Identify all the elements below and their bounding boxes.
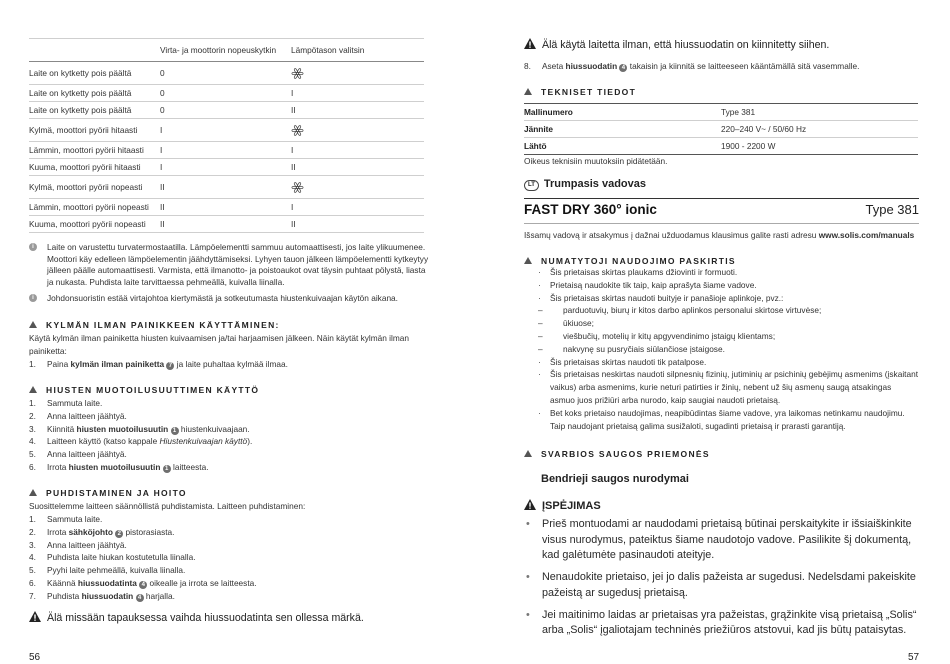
spec-value: Type 381: [721, 104, 918, 121]
triangle-bullet-icon: [524, 450, 532, 457]
spec-value: 1900 - 2200 W: [721, 138, 918, 155]
list-item: [29, 513, 429, 526]
list-item: [29, 539, 429, 552]
switch-settings-table: [29, 38, 424, 233]
part-number-badge: 1: [171, 427, 179, 435]
list-item-text: parduotuvių, biurų ir kitos darbo aplinkos personalui skirtose virtuvėse;: [563, 305, 822, 316]
cold-air-intro: Käytä kylmän ilman painiketta hiusten kuivaamisen ja/tai harjaamisen jälkeen. Näin käytät kylmän ilman painiketta:: [29, 333, 409, 356]
list-item: [538, 304, 918, 317]
warning-heading-text: ĮSPĖJIMAS: [542, 500, 601, 512]
speed-switch-cell: II: [160, 216, 291, 233]
step-text: Anna laitteen jäähtyä.: [47, 449, 127, 460]
section-title: KYLMÄN ILMAN PAINIKKEEN KÄYTTÄMINEN:: [46, 320, 280, 330]
list-item-text: Bet koks prietaiso naudojimas, neapibūdintas šiame vadove, yra laikomas netinkamu naudojimu. Taip naudojant prietaisą galima susižaloti, sugadinti prietaisą ir prarasti garantiją.: [550, 407, 905, 431]
step-text: Anna laitteen jäähtyä.: [47, 410, 127, 421]
step-text: Pyyhi laite pehmeällä, kuivalla liinalla.: [47, 565, 186, 576]
warning-icon: [524, 38, 536, 49]
step-number: 2.: [29, 410, 36, 421]
list-item: [538, 279, 918, 292]
section-heading-usage: [524, 256, 736, 266]
speed-switch-cell: II: [160, 176, 291, 199]
snowflake-icon: [291, 124, 304, 137]
mode-label-cell: Laite on kytketty pois päältä: [29, 102, 160, 119]
table-header-speed: Virta- ja moottorin nopeuskytkin: [160, 39, 291, 62]
cleaning-intro: Suosittelemme laitteen säännöllistä puhdistamista. Laitteen puhdistaminen:: [29, 501, 306, 511]
step-bold-text: hiusten muotoilusuutin: [76, 423, 169, 434]
part-number-badge: 2: [115, 530, 123, 538]
tech-note: Oikeus teknisiin muutoksiin pidätetään.: [524, 156, 668, 166]
manual-url-link[interactable]: www.solis.com/manuals: [818, 230, 915, 240]
speed-switch-cell: I: [160, 159, 291, 176]
table-row: [29, 85, 424, 102]
step-number: 1.: [29, 398, 36, 408]
cleaning-steps-list: [29, 513, 429, 603]
part-number-badge: 4: [136, 594, 144, 602]
table-row: [29, 199, 424, 216]
list-item-text: viešbučių, motelių ir kitų apgyvendinimo įstaigų klientams;: [563, 330, 776, 341]
step-number: 6.: [29, 577, 36, 588]
list-item: [29, 551, 429, 564]
step-text: Anna laitteen jäähtyä.: [47, 539, 127, 550]
triangle-bullet-icon: [29, 321, 37, 328]
step-number: 7.: [29, 590, 36, 601]
table-row: [29, 119, 424, 142]
table-row: [29, 142, 424, 159]
section-title: NUMATYTOJI NAUDOJIMO PASKIRTIS: [541, 256, 736, 266]
list-item-text: Šis prietaisas skirtas plaukams džiovinti ir formuoti.: [550, 267, 738, 277]
step-number: 1.: [29, 514, 36, 524]
safety-subtitle: Bendrieji saugos nurodymai: [541, 473, 689, 485]
speed-switch-cell: I: [160, 119, 291, 142]
dot-bullet: ·: [538, 292, 541, 303]
list-item: [538, 407, 918, 433]
spec-value: 220–240 V~ / 50/60 Hz: [721, 121, 918, 138]
table-row: [29, 216, 424, 233]
step-text: Aseta: [542, 61, 566, 71]
part-number-badge: 4: [619, 64, 627, 72]
dot-bullet: •: [526, 608, 530, 621]
language-title: Trumpasis vadovas: [543, 178, 646, 190]
dot-bullet: ·: [538, 356, 541, 367]
step-number: 4.: [29, 552, 36, 563]
part-number-badge: 1: [163, 465, 171, 473]
section-heading-safety: [524, 449, 710, 459]
step-italic-text: Hiustenkuivaajan käyttö: [159, 436, 248, 447]
list-item: [29, 423, 429, 436]
temp-selector-cell: II: [291, 102, 424, 119]
step-text: takaisin ja kiinnitä se laitteeseen kääntämällä sitä vasemmalle.: [627, 61, 860, 71]
list-item: [29, 448, 429, 461]
part-number-badge: 7: [166, 362, 174, 370]
dot-bullet: ·: [538, 279, 541, 290]
list-item: [29, 397, 429, 410]
product-type: Type 381: [865, 202, 919, 217]
temp-selector-cell: [291, 119, 424, 142]
product-title-bar: [524, 198, 919, 224]
spec-key: Mallinumero: [524, 104, 721, 121]
snowflake-icon: [291, 67, 304, 80]
list-item: [526, 517, 922, 564]
mode-label-cell: Lämmin, moottori pyörii hitaasti: [29, 142, 160, 159]
list-item: [29, 564, 429, 577]
step-text: Kiinnitä: [47, 423, 77, 434]
step-text: oikealle ja irrota se laitteesta.: [147, 577, 257, 588]
step-text: Laitteen käyttö (katso kappale: [47, 436, 160, 447]
table-row: [29, 102, 424, 119]
step-8: [524, 60, 859, 73]
list-item: [29, 590, 429, 603]
warning-icon: [524, 499, 536, 510]
section-heading-cleaning: [29, 488, 187, 498]
page-number: 56: [29, 652, 41, 663]
step-number: 2.: [29, 526, 36, 537]
mode-label-cell: Kylmä, moottori pyörii nopeasti: [29, 176, 160, 199]
mode-label-cell: Laite on kytketty pois päältä: [29, 62, 160, 85]
usage-list: [538, 266, 918, 432]
mode-label-cell: Kuuma, moottori pyörii nopeasti: [29, 216, 160, 233]
snowflake-icon: [291, 181, 304, 194]
list-item: [538, 317, 918, 330]
manual-intro: [524, 229, 924, 242]
warning-list: [526, 517, 922, 645]
step-text: Irrota: [47, 461, 69, 472]
table-row: [524, 104, 918, 121]
table-row: [29, 176, 424, 199]
table-row: [29, 62, 424, 85]
mode-label-cell: Lämmin, moottori pyörii nopeasti: [29, 199, 160, 216]
temp-selector-cell: I: [291, 199, 424, 216]
list-item-text: Nenaudokite prietaiso, jei jo dalis pažeista ar sugedusi. Nedelsdami pakeiskite pažeistą ar sugedusį prietaisą.: [542, 571, 916, 599]
list-item-text: Prieš montuodami ar naudodami prietaisą būtinai perskaitykite ir išsiaiškinkite visus nurodymus, pateiktus šiame naudotojo vadove. Pasilikite šį dokumentą, kad galėtumėte pasinaudoti ateityje.: [542, 518, 912, 562]
step-number: 5.: [29, 449, 36, 460]
table-row: [524, 138, 918, 155]
list-item: [538, 266, 918, 279]
list-item: [538, 343, 918, 356]
list-item: [29, 526, 429, 539]
speed-switch-cell: I: [160, 142, 291, 159]
triangle-bullet-icon: [29, 489, 37, 496]
step-text: laitteesta.: [170, 461, 209, 472]
triangle-bullet-icon: [524, 88, 532, 95]
list-item: [29, 577, 429, 590]
step-bold-text: hiusten muotoilusuutin: [68, 461, 161, 472]
speed-switch-cell: 0: [160, 85, 291, 102]
step-text: Sammuta laite.: [47, 398, 103, 408]
dot-bullet: ·: [538, 369, 541, 380]
list-item: [538, 292, 918, 305]
table-header-temp: Lämpötason valitsin: [291, 39, 424, 62]
triangle-bullet-icon: [29, 386, 37, 393]
page-number: 57: [908, 652, 920, 663]
step-text: Käännä: [47, 577, 78, 588]
filter-wet-warning: [29, 611, 364, 624]
step-bold-text: hiussuodatin: [565, 61, 618, 71]
temp-selector-cell: [291, 176, 424, 199]
list-item-text: Prietaisą naudokite tik taip, kaip aprašyta šiame vadove.: [550, 279, 757, 290]
product-name: FAST DRY 360° ionic: [524, 202, 657, 217]
list-item: [29, 461, 429, 474]
list-item-text: Šis prietaisas neskirtas naudoti silpnesnių fizinių, jutiminių ar psichinių gebėjimų asmenims (įskaitant vaikus) arba asmenims, kurie neturi patirties ir žinių, nebent už šių asmenų saugą atsakingas asmuo juos prižiūri arba nurodo, kaip saugiai naudoti prietaisą.: [550, 369, 918, 405]
temp-selector-cell: II: [291, 216, 424, 233]
list-item: [538, 368, 918, 406]
section-heading-styling-nozzle: [29, 385, 259, 395]
warning-text: Älä käytä laitetta ilman, että hiussuodatin on kiinnitetty siihen.: [542, 39, 830, 51]
list-item: [538, 330, 918, 343]
step-text: Puhdista: [47, 590, 82, 601]
list-item: [526, 570, 922, 601]
step-number: 3.: [29, 539, 36, 550]
dash-bullet: –: [538, 343, 543, 354]
step-text: pistorasiasta.: [123, 526, 175, 537]
dash-bullet: –: [538, 318, 543, 329]
mode-label-cell: Kylmä, moottori pyörii hitaasti: [29, 119, 160, 142]
step-bold-text: kylmän ilman painiketta: [70, 359, 165, 369]
step-text: Paina: [47, 359, 71, 369]
step-text: Sammuta laite.: [47, 514, 103, 524]
info-note-text: Johdonsuoristin estää virtajohtoa kiertymästä ja sotkeutumasta hiustenkuivaajan käytön aikana.: [47, 293, 398, 303]
speed-switch-cell: II: [160, 199, 291, 216]
section-title: TEKNISET TIEDOT: [541, 87, 637, 97]
section-heading-cold-air: [29, 320, 280, 330]
dot-bullet: ·: [538, 267, 541, 277]
language-header: [524, 178, 646, 191]
list-item: [538, 356, 918, 369]
list-item-text: Šis prietaisas skirtas naudoti tik patalpose.: [550, 356, 707, 367]
step-number: 5.: [29, 565, 36, 576]
dot-bullet: ·: [538, 407, 541, 418]
list-item-text: nakvynę su pusryčiais siūlančiose įstaigose.: [563, 343, 725, 354]
step-text: Puhdista laite hiukan kostutetulla liinalla.: [47, 552, 196, 563]
dot-bullet: •: [526, 518, 530, 530]
mode-label-cell: Laite on kytketty pois päältä: [29, 85, 160, 102]
temp-selector-cell: I: [291, 142, 424, 159]
section-title: SVARBIOS SAUGOS PRIEMONĖS: [541, 449, 710, 459]
part-number-badge: 4: [139, 581, 147, 589]
table-row: [29, 159, 424, 176]
filter-required-warning: [524, 38, 829, 51]
spec-key: Jännite: [524, 121, 721, 138]
dash-bullet: –: [538, 305, 543, 316]
table-header-row: [29, 39, 424, 62]
list-item-text: ūkiuose;: [563, 318, 594, 329]
styling-steps-list: [29, 397, 429, 474]
dot-bullet: •: [526, 571, 530, 584]
section-heading-tech: [524, 87, 636, 97]
intro-text: Išsamų vadovą ir atsakymus į dažnai užduodamus klausimus galite rasti adresu: [524, 230, 819, 240]
section-title: HIUSTEN MUOTOILUSUUTTIMEN KÄYTTÖ: [46, 385, 260, 395]
temp-selector-cell: II: [291, 159, 424, 176]
table-row: [524, 121, 918, 138]
tech-specs-table: [524, 103, 918, 155]
info-note: [29, 242, 429, 288]
step-number: 6.: [29, 461, 36, 472]
step-bold-text: sähköjohto: [68, 526, 113, 537]
dash-bullet: –: [538, 330, 543, 341]
triangle-bullet-icon: [524, 257, 532, 264]
temp-selector-cell: [291, 62, 424, 85]
speed-switch-cell: 0: [160, 102, 291, 119]
section-title: PUHDISTAMINEN JA HOITO: [46, 488, 187, 498]
language-badge: LT: [524, 180, 539, 191]
list-item-text: Šis prietaisas skirtas naudoti buityje ir panašioje aplinkoje, pvz.:: [550, 292, 784, 303]
step-text: ja laite puhaltaa kylmää ilmaa.: [174, 359, 288, 369]
warning-heading: [524, 499, 601, 512]
step-number: 1.: [29, 359, 36, 369]
info-note-text: Laite on varustettu turvatermostaatilla. Lämpöelementti sammuu automaattisesti, jos laite ylikuumenee. Moottori käy edelleen lämpöelementin jäähdyttämiseksi. Lyhyen tauon jälkeen lämpöelementti kytkeytyy jälleen päälle automaattisesti. Varmista, että ilmanotto- ja poistoaukot ovat täysin puhtaat pölystä, liasta ja nukasta. Puhdista laite tarvittaessa pehmeällä, kuivalla liinalla.: [47, 242, 429, 287]
info-icon: i: [29, 294, 37, 302]
list-item-text: Jei maitinimo laidas ar prietaisas yra pažeistas, grąžinkite visą prietaisą „Solis“ arba „Solis“ įgaliotajam techninės priežiūros atstovui, kad jis būtų pataisytas.: [542, 608, 917, 637]
info-icon: i: [29, 243, 37, 251]
step-bold-text: hiussuodatinta: [77, 577, 137, 588]
list-item: [526, 608, 922, 639]
warning-text: Älä missään tapauksessa vaihda hiussuodatinta sen ollessa märkä.: [47, 612, 364, 624]
step-text: harjalla.: [143, 590, 175, 601]
step-number: 3.: [29, 423, 36, 434]
list-item: [29, 435, 429, 448]
step-number: 4.: [29, 436, 36, 447]
step-text: ).: [247, 436, 253, 447]
right-page: [475, 0, 950, 664]
step-number: 8.: [524, 61, 531, 71]
mode-label-cell: Kuuma, moottori pyörii hitaasti: [29, 159, 160, 176]
table-header-cell: [29, 39, 160, 62]
speed-switch-cell: 0: [160, 62, 291, 85]
info-note: [29, 293, 429, 305]
cold-air-step: [29, 358, 288, 371]
step-text: Irrota: [47, 526, 69, 537]
step-text: hiustenkuivaajaan.: [178, 423, 250, 434]
list-item: [29, 410, 429, 423]
step-bold-text: hiussuodatin: [81, 590, 134, 601]
spec-key: Lähtö: [524, 138, 721, 155]
temp-selector-cell: I: [291, 85, 424, 102]
warning-icon: [29, 611, 41, 622]
